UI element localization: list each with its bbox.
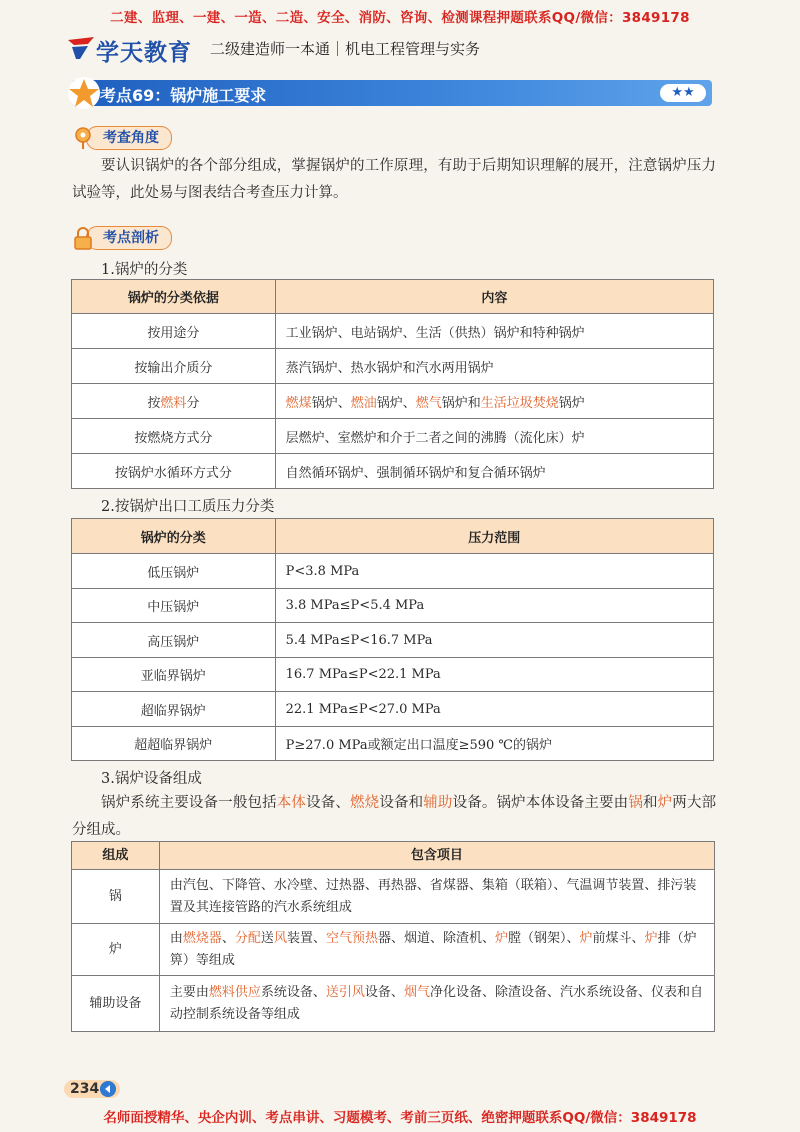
row-label: 中压锅炉 — [72, 589, 276, 623]
row-label: 辅助设备 — [72, 976, 160, 1032]
table-row — [72, 623, 714, 658]
table-row — [72, 454, 714, 489]
part3-intro: 锅炉系统主要设备一般包括本体设备、燃烧设备和辅助设备。锅炉本体设备主要由锅和炉两大部分组成。 — [72, 795, 717, 838]
table-row — [72, 692, 714, 727]
row-label: 按用途分 — [72, 314, 276, 349]
table-row — [72, 870, 715, 924]
column-header: 锅炉的分类依据 — [72, 280, 276, 314]
column-header: 组成 — [72, 842, 160, 870]
table-row — [72, 554, 714, 589]
star-icon — [66, 76, 102, 110]
column-header: 包含项目 — [159, 842, 714, 870]
row-label: 超超临界锅炉 — [72, 727, 276, 761]
top-promo-banner: 二建、监理、一建、一造、二造、安全、消防、咨询、检测课程押题联系QQ/微信：3849178 — [110, 10, 690, 26]
column-header: 压力范围 — [275, 519, 713, 554]
brand-name: 学天教育 — [96, 40, 192, 66]
equipment-composition-table — [71, 841, 715, 1032]
row-content: 主要由燃料供应系统设备、送引风设备、烟气净化设备、除渣设备、汽水系统设备、仪表和自动控制系统设备等组成 — [159, 976, 714, 1032]
row-label: 低压锅炉 — [72, 554, 276, 589]
row-content: P<3.8 MPa — [275, 554, 713, 589]
table-row — [72, 384, 714, 419]
table-header-row — [72, 842, 715, 870]
table-header-row — [72, 280, 714, 314]
difficulty-rating: ★★ — [660, 84, 706, 102]
row-label: 按燃料分 — [72, 384, 276, 419]
table-row — [72, 589, 714, 623]
row-content: 蒸汽锅炉、热水锅炉和汽水两用锅炉 — [275, 349, 713, 384]
table-row — [72, 727, 714, 761]
bottom-promo-banner: 名师面授精华、央企内训、考点串讲、习题模考、考前三页纸、绝密押题联系QQ/微信：3849178 — [103, 1110, 697, 1126]
row-content: 16.7 MPa≤P<22.1 MPa — [275, 658, 713, 692]
row-label: 高压锅炉 — [72, 623, 276, 658]
row-label: 亚临界锅炉 — [72, 658, 276, 692]
table-row — [72, 658, 714, 692]
row-content: 22.1 MPa≤P<27.0 MPa — [275, 692, 713, 727]
angle-description: 要认识锅炉的各个部分组成，掌握锅炉的工作原理，有助于后期知识理解的展开，注意锅炉压力试验等，此处易与图表结合考查压力计算。 — [72, 158, 716, 201]
row-content: P≥27.0 MPa或额定出口温度≥590 ℃的锅炉 — [275, 727, 713, 761]
table-row — [72, 349, 714, 384]
pressure-classification-table — [71, 518, 714, 761]
boiler-classification-table — [71, 279, 714, 489]
table-header-row — [72, 519, 714, 554]
row-label: 按输出介质分 — [72, 349, 276, 384]
brand-logo-icon — [66, 36, 96, 60]
part3-heading: 3.锅炉设备组成 — [101, 771, 202, 787]
row-content: 3.8 MPa≤P<5.4 MPa — [275, 589, 713, 623]
row-content: 自然循环锅炉、强制循环锅炉和复合循环锅炉 — [275, 454, 713, 489]
row-content: 5.4 MPa≤P<16.7 MPa — [275, 623, 713, 658]
table-row — [72, 419, 714, 454]
row-content: 由燃烧器、分配送风装置、空气预热器、烟道、除渣机、炉膛（钢架）、炉前煤斗、炉排（炉箅）等组成 — [159, 924, 714, 976]
table-row — [72, 314, 714, 349]
row-label: 超临界锅炉 — [72, 692, 276, 727]
row-label: 按燃烧方式分 — [72, 419, 276, 454]
angle-section-label: 考查角度 — [86, 126, 172, 150]
topic-title: 考点69：锅炉施工要求 — [100, 86, 267, 105]
row-label: 炉 — [72, 924, 160, 976]
lock-icon — [72, 226, 94, 250]
column-header: 内容 — [275, 280, 713, 314]
row-content: 燃煤锅炉、燃油锅炉、燃气锅炉和生活垃圾焚烧锅炉 — [275, 384, 713, 419]
row-label: 按锅炉水循环方式分 — [72, 454, 276, 489]
analysis-section-label: 考点剖析 — [86, 226, 172, 250]
row-label: 锅 — [72, 870, 160, 924]
table-row — [72, 976, 715, 1032]
column-header: 锅炉的分类 — [72, 519, 276, 554]
pin-icon — [72, 126, 94, 150]
page-header — [66, 34, 716, 64]
arrow-left-icon — [100, 1081, 116, 1097]
row-content: 由汽包、下降管、水冷壁、过热器、再热器、省煤器、集箱（联箱）、气温调节装置、排污装置及其连接管路的汽水系统组成 — [159, 870, 714, 924]
part1-heading: 1.锅炉的分类 — [101, 262, 188, 278]
row-content: 工业锅炉、电站锅炉、生活（供热）锅炉和特种锅炉 — [275, 314, 713, 349]
book-subtitle: 二级建造师一本通｜机电工程管理与实务 — [210, 40, 481, 58]
page-number: 234 — [70, 1081, 100, 1097]
row-content: 层燃炉、室燃炉和介于二者之间的沸腾（流化床）炉 — [275, 419, 713, 454]
part2-heading: 2.按锅炉出口工质压力分类 — [101, 499, 275, 515]
table-row — [72, 924, 715, 976]
